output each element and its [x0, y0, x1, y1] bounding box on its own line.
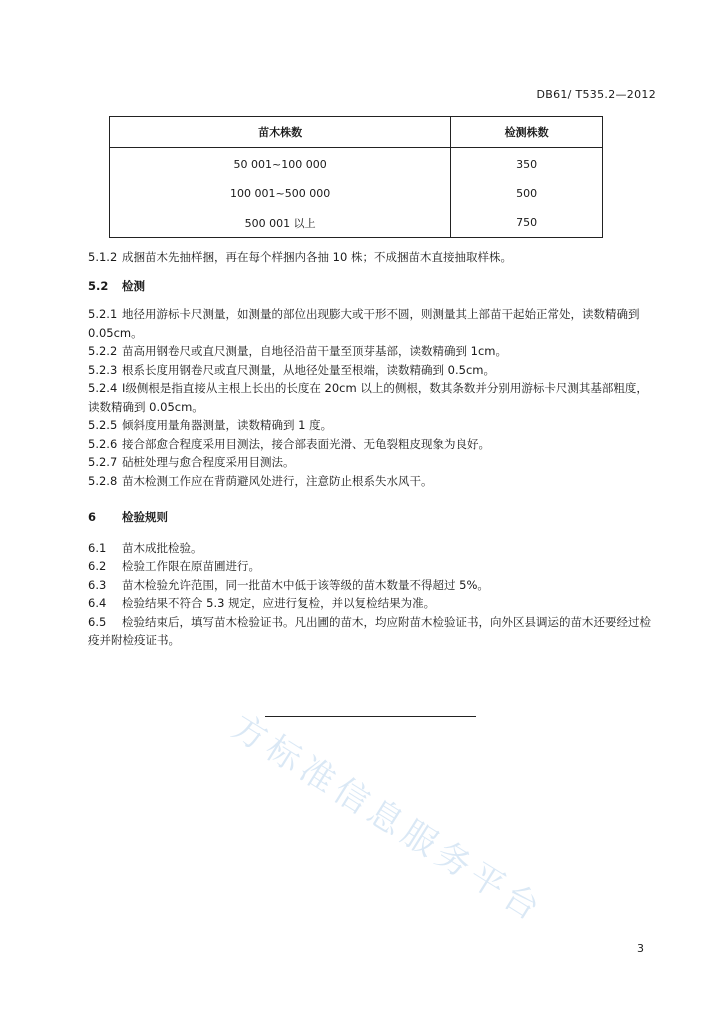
- clause-number: 6.4: [88, 596, 107, 610]
- clause-number: 5.2: [88, 278, 109, 293]
- clause-text: 地径用游标卡尺测量，如测量的部位出现膨大或干形不圆，则测量其上部苗干起始正常处，读数精确到 0.05cm。: [88, 307, 640, 340]
- end-rule: [265, 716, 476, 717]
- clause-6-2: [88, 557, 658, 576]
- table-header-row: [110, 117, 603, 148]
- section-heading-5-2: [88, 277, 658, 296]
- table-cell: 500 001 以上: [110, 208, 451, 238]
- clause-text: Ⅰ级侧根是指直接从主根上长出的长度在 20cm 以上的侧根，数其条数并分别用游标卡尺测其基部粗度，读数精确到 0.05cm。: [88, 381, 648, 414]
- clause-5-2-2: [88, 342, 658, 361]
- section-heading-6: [88, 508, 658, 527]
- clause-5-2-7: [88, 453, 658, 472]
- table-cell: 350: [451, 148, 603, 180]
- clause-number: 5.2.3: [88, 362, 118, 377]
- clause-text: 检验结束后，填写苗木检验证书。凡出圃的苗木，均应附苗木检验证书，向外区县调运的苗木还要经过检疫并附检疫证书。: [88, 614, 651, 647]
- clause-text: 成捆苗木先抽样捆，再在每个样捆内各抽 10 株；不成捆苗木直接抽取样株。: [122, 250, 512, 264]
- table-cell: 50 001~100 000: [110, 148, 451, 180]
- clause-text: 砧桩处理与愈合程度采用目测法。: [122, 455, 295, 469]
- clause-5-2-4: [88, 379, 658, 416]
- table-header-cell: 检测株数: [451, 117, 603, 148]
- section-title: 检测: [122, 278, 145, 293]
- clause-text: 苗高用钢卷尺或直尺测量，自地径沿苗干量至顶芽基部，读数精确到 1cm。: [122, 344, 507, 358]
- table-row: [110, 208, 603, 238]
- watermark: 方标准信息服务平台: [224, 706, 552, 932]
- table-row: [110, 148, 603, 180]
- table-cell: 750: [451, 208, 603, 238]
- clause-number: 6.5: [88, 614, 107, 629]
- document-body: [88, 248, 658, 650]
- clause-5-2-8: [88, 472, 658, 491]
- page-number: 3: [637, 942, 644, 955]
- sampling-table: [109, 116, 603, 238]
- clause-6-3: [88, 576, 658, 595]
- clause-number: 5.2.5: [88, 418, 118, 432]
- clause-number: 6.3: [88, 577, 107, 592]
- standard-code: DB61/ T535.2—2012: [536, 88, 656, 101]
- clause-text: 倾斜度用量角器测量，读数精确到 1 度。: [122, 418, 333, 432]
- clause-5-1-2: [88, 248, 658, 267]
- clause-6-4: [88, 594, 658, 613]
- table-header-cell: 苗木株数: [110, 117, 451, 148]
- clause-text: 接合部愈合程度采用目测法，接合部表面光滑、无龟裂粗皮现象为良好。: [122, 436, 490, 451]
- clause-number: 6.1: [88, 540, 107, 555]
- clause-number: 5.2.7: [88, 455, 118, 469]
- clause-number: 5.2.8: [88, 473, 118, 488]
- clause-5-2-3: [88, 361, 658, 380]
- clause-number: 5.2.4: [88, 381, 118, 395]
- clause-text: 检验工作限在原苗圃进行。: [122, 559, 260, 573]
- clause-number: 5.1.2: [88, 250, 118, 264]
- table-cell: 500: [451, 179, 603, 208]
- clause-number: 5.2.6: [88, 436, 118, 451]
- table-row: [110, 179, 603, 208]
- clause-5-2-6: [88, 435, 658, 454]
- clause-5-2-5: [88, 416, 658, 435]
- clause-text: 根系长度用钢卷尺或直尺测量，从地径处量至根端，读数精确到 0.5cm。: [122, 362, 495, 377]
- clause-6-5: [88, 613, 658, 650]
- clause-number: 5.2.2: [88, 344, 118, 358]
- clause-6-1: [88, 539, 658, 558]
- clause-text: 苗木成批检验。: [122, 540, 203, 555]
- clause-number: 5.2.1: [88, 307, 118, 321]
- clause-number: 6: [88, 510, 97, 524]
- section-title: 检验规则: [122, 510, 168, 524]
- clause-number: 6.2: [88, 559, 107, 573]
- clause-5-2-1: [88, 305, 658, 342]
- table-cell: 100 001~500 000: [110, 179, 451, 208]
- clause-text: 苗木检测工作应在背荫避风处进行，注意防止根系失水风干。: [122, 473, 433, 488]
- clause-text: 苗木检验允许范围，同一批苗木中低于该等级的苗木数量不得超过 5%。: [122, 577, 489, 592]
- clause-text: 检验结果不符合 5.3 规定，应进行复检，并以复检结果为准。: [122, 596, 436, 610]
